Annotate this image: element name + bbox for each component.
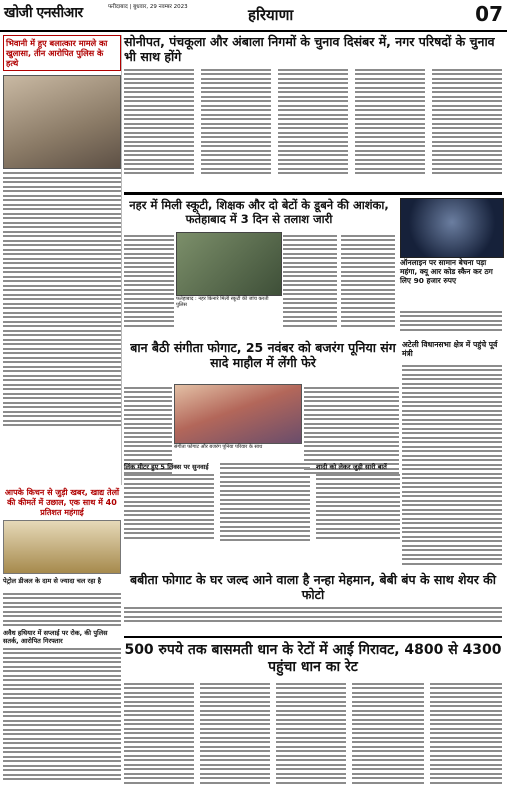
sidebar-lower-story [3, 590, 121, 783]
sidebar-story [3, 35, 122, 485]
babita-story-text [124, 604, 502, 625]
section-divider [124, 192, 502, 195]
fraud-story-headline: ऑनलाइन पर सामान बेचना पड़ा महंगा, क्यू आर कोड स्कैन कर ठग लिए 90 हजार रुपए [400, 258, 493, 285]
section-divider-2 [124, 636, 502, 638]
fraud-story-image [400, 198, 504, 258]
sidebar-headline: भिवानी में हुए बलात्कार मामले का खुलासा, तीन आरोपित पुलिस के हत्थे [3, 35, 121, 71]
canal-story-text-right [341, 232, 395, 329]
lower-subtitle: लिंक मीटर हुए 5 लिंक्स पर सुनवाई [124, 463, 209, 471]
sangeeta-story-lower-text [124, 460, 214, 541]
oil-story-headline: आपके किचन से जुड़ी खबर, खाद्य तेलों की कीमतें में उछाल, एक साथ में 40 प्रतिशत महंगाई [4, 488, 120, 517]
sangeeta-story-lower-text-2 [220, 460, 310, 544]
date-line: फरीदाबाद | बुधवार, 29 नवम्बर 2023 [108, 4, 188, 10]
sidebar-photo [3, 75, 121, 169]
basmati-story-text-5 [430, 680, 502, 786]
sidebar-body-text [3, 172, 121, 426]
lower-subtitle-2: शादी को लेकर जुड़ी सारी बातें [316, 463, 387, 471]
fraud-story-text [400, 308, 502, 333]
basmati-story-text-3 [276, 680, 346, 786]
babita-story-headline: बबीता फोगाट के घर जल्द आने वाला है नन्हा मेहमान, बेबी बंप के साथ शेयर की फोटो [129, 572, 497, 602]
page-number: 07 [475, 2, 503, 26]
sangeeta-story-photo [174, 384, 302, 444]
sidebar-lower-subtitle: अवैध हथियार में सप्लाई पर रोक, की पुलिस सतर्क, आरोपित गिरफ्तार [3, 629, 108, 645]
basmati-story-text-1 [124, 680, 194, 786]
masthead [0, 0, 507, 32]
canal-story-headline: नहर में मिली स्कूटी, शिक्षक और दो बेटों के डूबने की आशंका, फतेहाबाद में 3 दिन से तलाश जारी [129, 198, 389, 226]
lead-body-text [124, 66, 502, 190]
lead-headline: सोनीपत, पंचकूला और अंबाला निगमों के चुनाव दिसंबर में, नगर परिषदों के चुनाव भी साथ होंगे [124, 34, 495, 64]
right-column-text [402, 362, 502, 567]
canal-story-caption: फतेहाबाद : नहर किनारे मिली स्कूटी की जांच करती पुलिस [176, 296, 269, 308]
oil-story-subtitle: पेट्रोल डीजल के दाम से ज्यादा चल रहा है [3, 577, 102, 585]
right-column-subtitle: अटेली विधानसभा क्षेत्र में पहुंचे पूर्व मंत्री [402, 340, 498, 358]
sangeeta-story-lower-text-3 [316, 460, 400, 541]
basmati-story-text-2 [200, 680, 270, 786]
sidebar-oil-story [3, 488, 121, 588]
sangeeta-story-caption: संगीता फोगाट और बजरंग पूनिया परिवार के साथ [174, 444, 263, 450]
canal-story-text-mid [283, 232, 337, 329]
canal-story-text-left [124, 232, 174, 329]
brand-name: खोजी एनसीआर [4, 5, 83, 21]
basmati-story-text-4 [352, 680, 424, 786]
basmati-story-headline: 500 रुपये तक बासमती धान के रेटों में आई गिरावट, 4800 से 4300 पहुंचा धान का रेट [124, 642, 502, 675]
section-title: हरियाणा [248, 6, 294, 24]
canal-story-photo [176, 232, 282, 296]
sangeeta-story-headline: बान बैठी संगीता फोगाट, 25 नवंबर को बजरंग पूनिया संग सादे माहौल में लेंगी फेरे [130, 340, 396, 370]
oil-story-photo [3, 520, 121, 574]
